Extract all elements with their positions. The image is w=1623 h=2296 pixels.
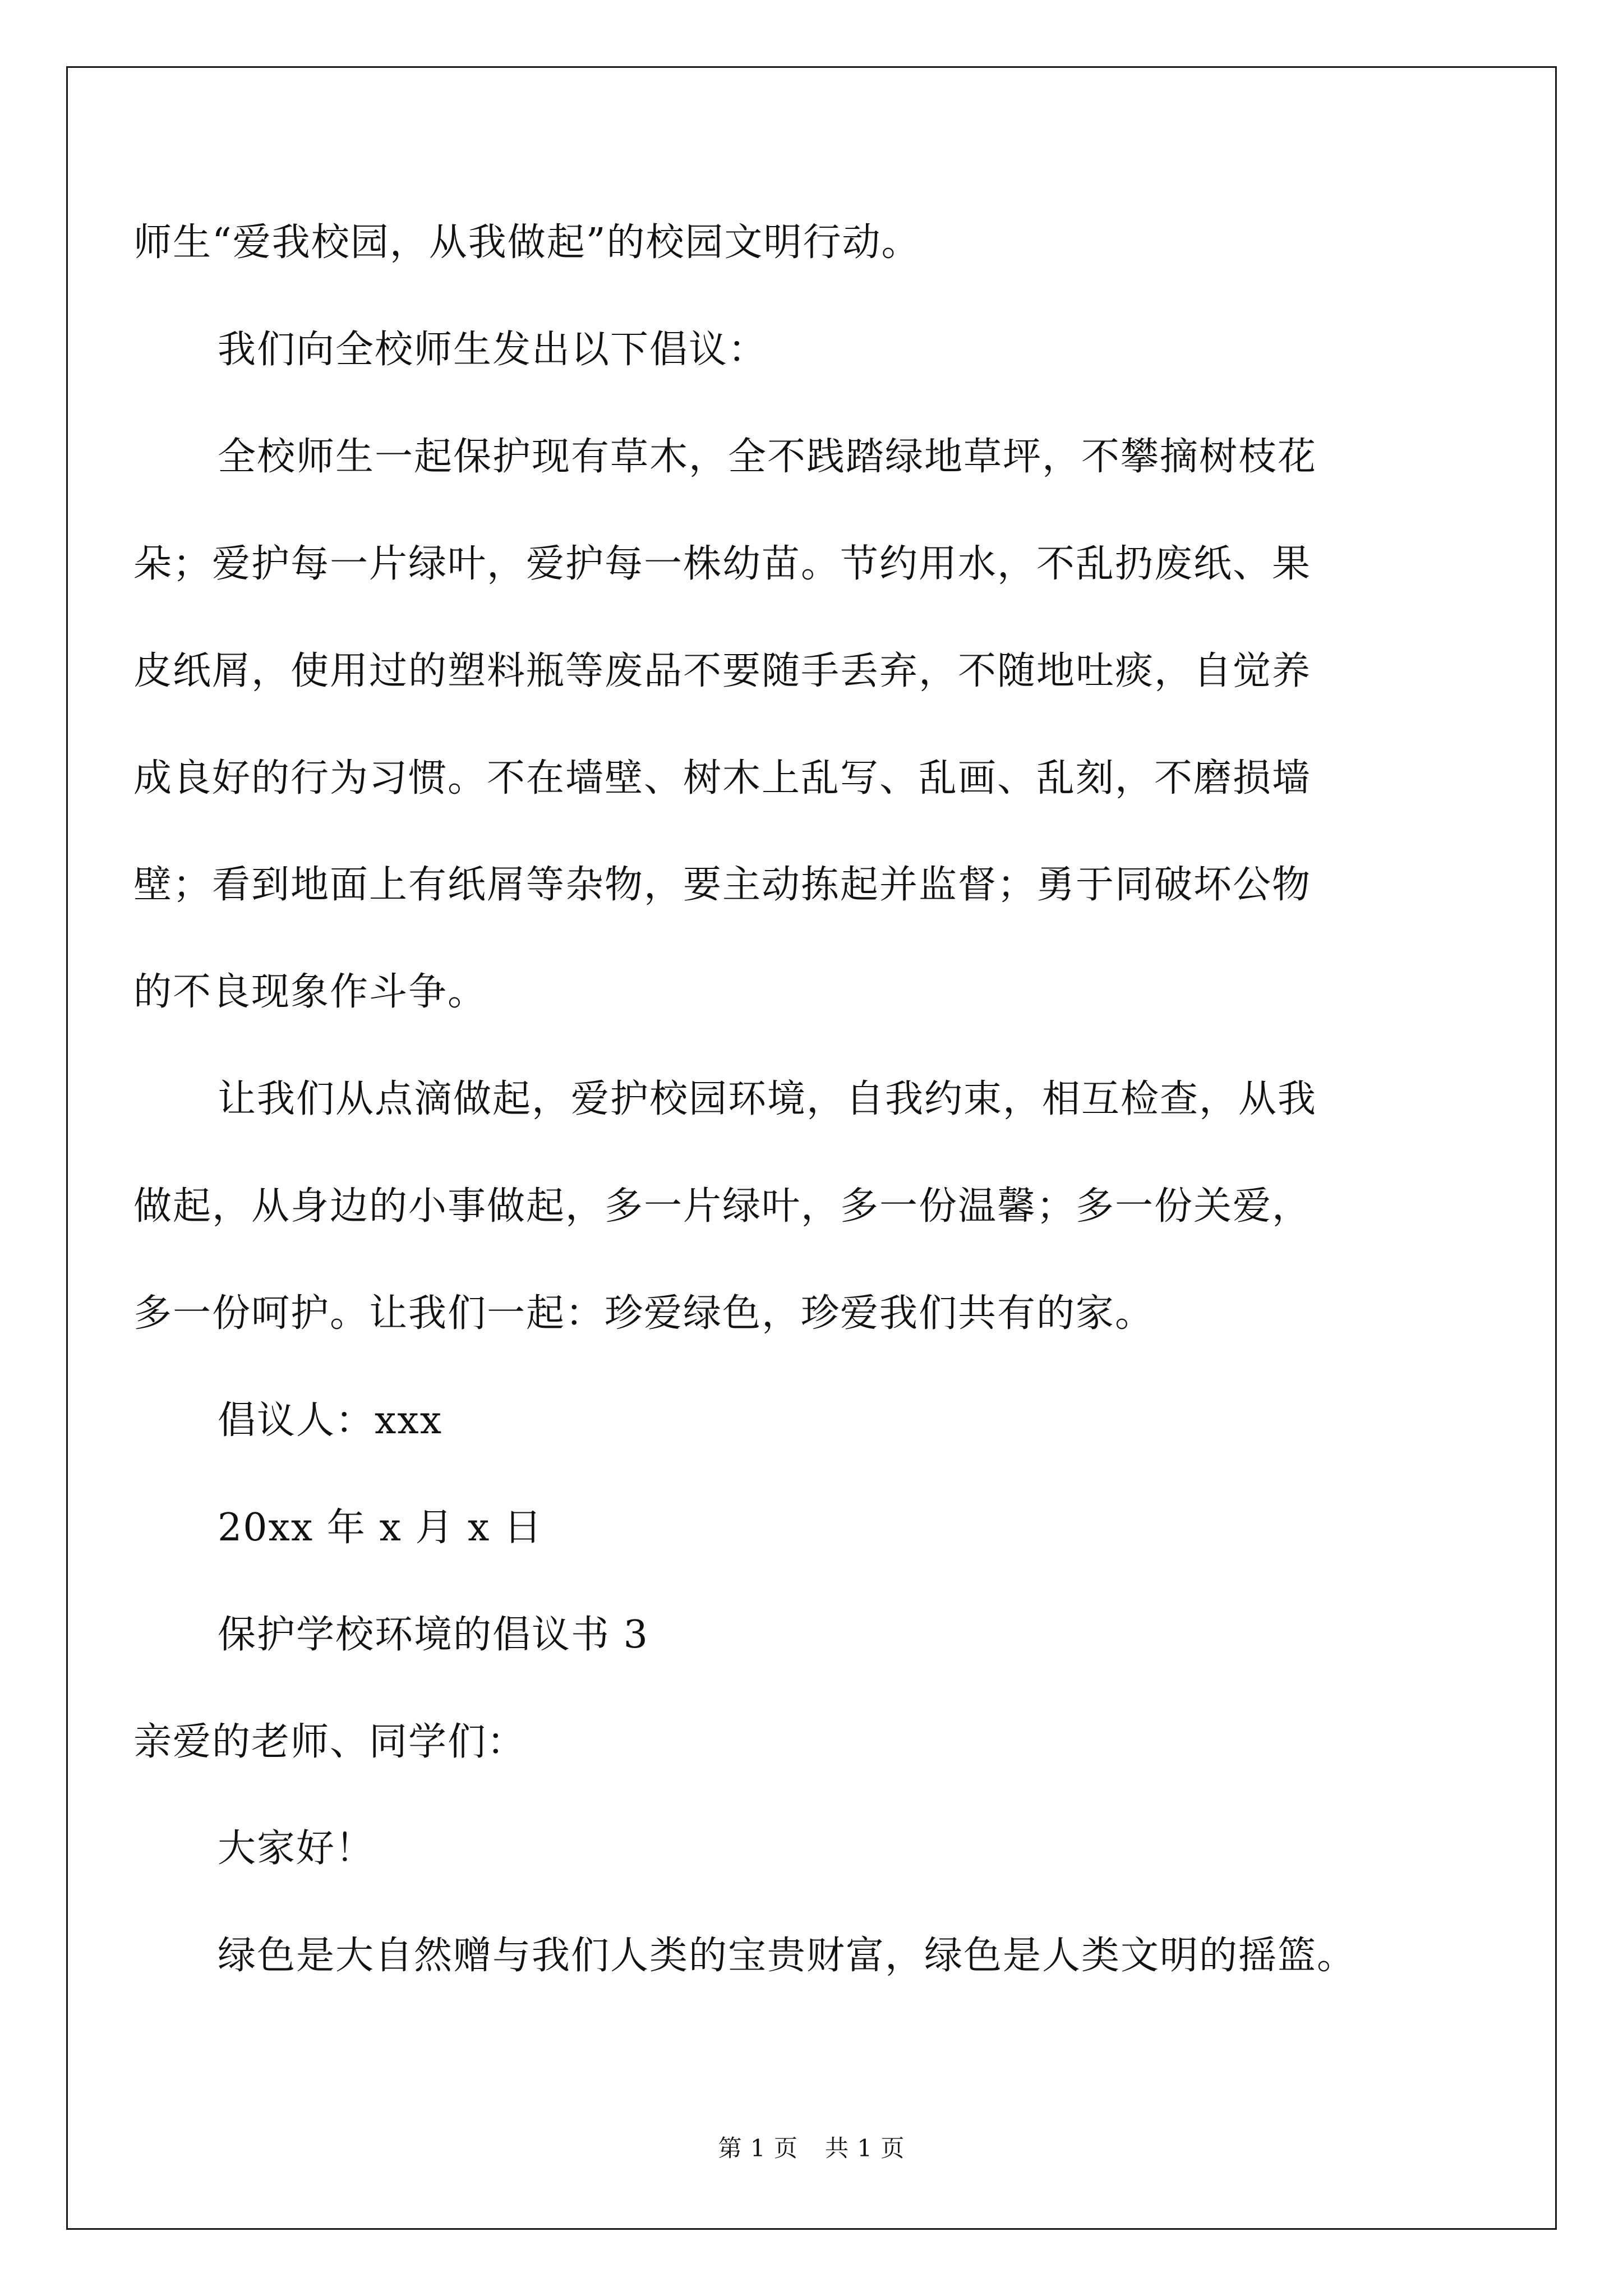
paragraph-line: 皮纸屑，使用过的塑料瓶等废品不要随手丢弃，不随地吐痰，自觉养: [133, 649, 1312, 693]
page-footer: [0, 2134, 1623, 2162]
signatory-line: 倡议人：xxx: [218, 1398, 443, 1443]
salutation-line: 亲爱的老师、同学们：: [133, 1720, 527, 1764]
page-total: 共 1 页: [825, 2134, 905, 2162]
greeting-line: 大家好！: [218, 1826, 375, 1871]
page-border: [66, 66, 1557, 2230]
paragraph-line: 让我们从点滴做起，爱护校园环境，自我约束，相互检查，从我: [218, 1077, 1317, 1121]
date-line: 20xx 年 x 月 x 日: [218, 1506, 543, 1550]
paragraph-line: 朵；爱护每一片绿叶，爱护每一株幼苗。节约用水，不乱扔废纸、果: [133, 542, 1312, 586]
paragraph-line: 绿色是大自然赠与我们人类的宝贵财富，绿色是人类文明的摇篮。: [218, 1934, 1357, 1978]
section-title: 保护学校环境的倡议书 3: [218, 1613, 649, 1657]
paragraph-line: 多一份呵护。让我们一起：珍爱绿色，珍爱我们共有的家。: [133, 1291, 1155, 1336]
paragraph-line: 全校师生一起保护现有草木，全不践踏绿地草坪，不攀摘树枝花: [218, 435, 1317, 479]
paragraph-line: 做起，从身边的小事做起，多一片绿叶，多一份温馨；多一份关爱，: [133, 1184, 1312, 1228]
paragraph-line: 成良好的行为习惯。不在墙壁、树木上乱写、乱画、乱刻，不磨损墙: [133, 756, 1312, 800]
paragraph-line: 师生“爱我校园，从我做起”的校园文明行动。: [133, 220, 921, 265]
page-number: 第 1 页: [718, 2134, 798, 2162]
paragraph-line: 壁；看到地面上有纸屑等杂物，要主动拣起并监督；勇于同破坏公物: [133, 863, 1312, 907]
paragraph-line: 的不良现象作斗争。: [133, 970, 487, 1014]
paragraph-line: 我们向全校师生发出以下倡议：: [218, 328, 768, 372]
